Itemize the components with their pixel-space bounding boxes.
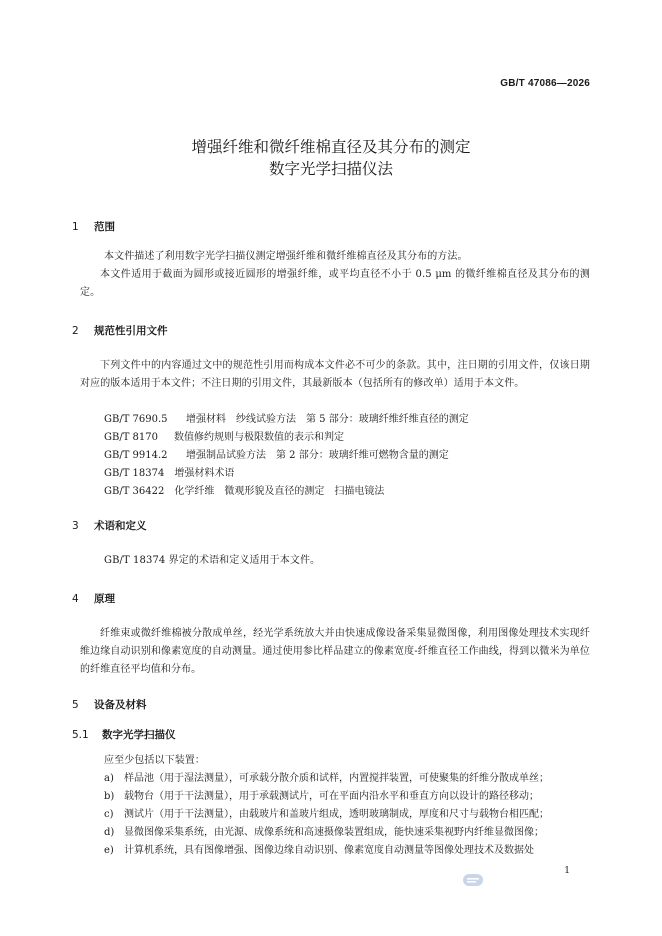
section-1-heading bbox=[72, 219, 115, 234]
list-marker: d) bbox=[104, 827, 115, 838]
reference-item bbox=[104, 447, 449, 465]
reference-item bbox=[104, 429, 344, 447]
title-line-1: 增强纤维和微纤维棉直径及其分布的测定 bbox=[191, 138, 471, 156]
section-1-paragraph-1: 本文件描述了利用数字光学扫描仪测定增强纤维和微纤维棉直径及其分布的方法。 bbox=[104, 251, 468, 262]
reference-title: 增强制品试验方法 第 2 部分：玻璃纤维可燃物含量的测定 bbox=[186, 450, 449, 461]
reference-title: 化学纤维 微观形貌及直径的测定 扫描电镜法 bbox=[174, 486, 385, 497]
section-title: 术语和定义 bbox=[94, 520, 147, 532]
reference-code: GB/T 36422 bbox=[104, 486, 165, 497]
section-number: 2 bbox=[72, 325, 79, 337]
section-number: 1 bbox=[72, 221, 79, 233]
reference-code: GB/T 8170 bbox=[104, 432, 159, 443]
section-1-paragraph-2: 本文件适用于截面为圆形或接近圆形的增强纤维，或平均直径不小于 0.5 μm 的微纤维棉直径及其分布的测定。 bbox=[80, 269, 590, 298]
section-3-paragraph: GB/T 18374 界定的术语和定义适用于本文件。 bbox=[104, 555, 321, 566]
list-item bbox=[104, 806, 594, 824]
section-title: 设备及材料 bbox=[94, 699, 147, 711]
section-2-heading bbox=[72, 323, 168, 338]
section-title: 原理 bbox=[94, 593, 115, 605]
section-number: 4 bbox=[72, 593, 79, 605]
subsection-number: 5.1 bbox=[72, 729, 89, 741]
reference-code: GB/T 7690.5 bbox=[104, 414, 168, 425]
standard-code: GB/T 47086—2026 bbox=[500, 78, 590, 89]
list-item bbox=[104, 788, 594, 806]
list-text: 显微图像采集系统，由光源、成像系统和高速摄像装置组成，能快速采集视野内纤维显微图像； bbox=[124, 827, 544, 838]
subsection-5-1-intro: 应至少包括以下装置： bbox=[104, 755, 205, 766]
logo-stripe bbox=[467, 881, 476, 883]
page-number: 1 bbox=[564, 866, 570, 876]
section-title: 范围 bbox=[94, 221, 115, 233]
reference-item bbox=[104, 465, 234, 483]
reference-item bbox=[104, 411, 469, 429]
reference-item bbox=[104, 483, 384, 501]
list-item bbox=[104, 770, 594, 788]
reference-code: GB/T 9914.2 bbox=[104, 450, 168, 461]
section-title: 规范性引用文件 bbox=[94, 325, 168, 337]
section-2-intro: 下列文件中的内容通过文中的规范性引用而构成本文件必不可少的条款。其中，注日期的引用文件，仅该日期对应的版本适用于本文件；不注日期的引用文件，其最新版本（包括所有的修改单）适用于本文件。 bbox=[80, 360, 590, 389]
list-text: 计算机系统，具有图像增强、图像边缘自动识别、像素宽度自动测量等图像处理技术及数据处 bbox=[124, 845, 534, 856]
reference-title: 增强材料 纱线试验方法 第 5 部分：玻璃纤维纤维直径的测定 bbox=[186, 414, 469, 425]
list-marker: a) bbox=[104, 773, 114, 784]
section-number: 3 bbox=[72, 520, 79, 532]
title-line-2: 数字光学扫描仪法 bbox=[268, 160, 393, 178]
list-marker: e) bbox=[104, 845, 114, 856]
logo-shape bbox=[463, 874, 483, 886]
list-item bbox=[104, 842, 594, 860]
logo-stripe bbox=[467, 878, 479, 880]
section-3-heading bbox=[72, 518, 147, 533]
reference-title: 增强材料术语 bbox=[174, 468, 235, 479]
list-text: 测试片（用于干法测量），由载玻片和盖玻片组成，透明玻璃制成，厚度和尺寸与载物台相匹配； bbox=[124, 809, 549, 820]
section-5-heading bbox=[72, 697, 147, 712]
section-number: 5 bbox=[72, 699, 79, 711]
publisher-logo-icon bbox=[462, 872, 484, 888]
reference-code: GB/T 18374 bbox=[104, 468, 165, 479]
list-item bbox=[104, 824, 594, 842]
list-text: 载物台（用于干法测量），用于承载测试片，可在平面内沿水平和垂直方向以设计的路径移动； bbox=[124, 791, 539, 802]
section-4-paragraph: 纤维束或微纤维棉被分散成单丝，经光学系统放大并由快速成像设备采集显微图像，利用图像处理技术实现纤维边缘自动识别和像素宽度的自动测量。通过使用参比样品建立的像素宽度-纤维直径工作曲线，得到以微米为单位的纤维直径平均值和分布。 bbox=[80, 628, 590, 675]
reference-title: 数值修约规则与极限数值的表示和判定 bbox=[174, 432, 344, 443]
subsection-title: 数字光学扫描仪 bbox=[102, 729, 176, 741]
list-text: 样品池（用于湿法测量），可承载分散介质和试样，内置搅拌装置，可使聚集的纤维分散成单丝； bbox=[124, 773, 549, 784]
list-marker: b) bbox=[104, 791, 115, 802]
list-marker: c) bbox=[104, 809, 114, 820]
section-4-heading bbox=[72, 591, 115, 606]
document-title bbox=[0, 136, 662, 180]
subsection-5-1-heading bbox=[72, 727, 176, 742]
